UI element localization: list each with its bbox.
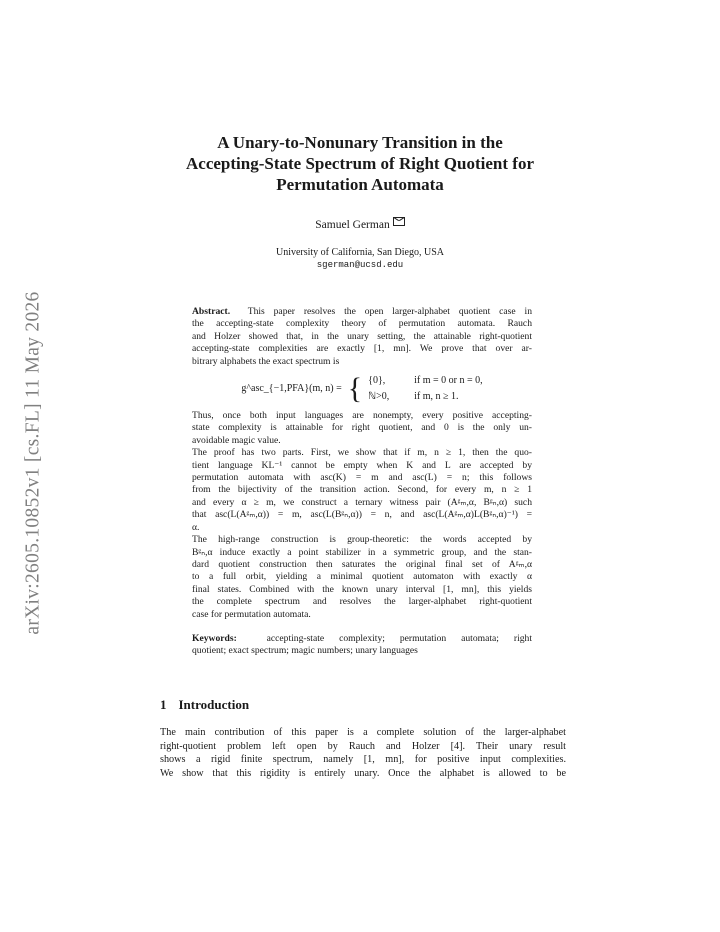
body-line: We show that this rigidity is entirely unary. Once the alphabet is allowed to be bbox=[160, 767, 566, 779]
title-line: Accepting-State Spectrum of Right Quotient for bbox=[186, 154, 534, 173]
spectrum-formula bbox=[192, 374, 532, 404]
keywords-label: Keywords: bbox=[192, 632, 237, 644]
case-condition: if m = 0 or n = 0, bbox=[414, 375, 483, 387]
keywords-line: quotient; exact spectrum; magic numbers; unary languages bbox=[192, 645, 418, 657]
email-link[interactable]: sgerman@ucsd.edu bbox=[316, 260, 404, 270]
formula-brace: { bbox=[347, 372, 363, 406]
abstract-line: permutation automata with asc(K) = m and asc(L) = n; this follows bbox=[192, 472, 532, 484]
arxiv-stamp bbox=[14, 258, 54, 668]
abstract-line: that asc(L(Aᵍₘ,α)) = m, asc(L(Bᵍₙ,α)) = n, and asc(L(Aᵍₘ,α)L(Bᵍₙ,α)⁻¹) = bbox=[192, 509, 532, 521]
abstract-line: to a full orbit, yielding a minimal quotient automaton with exactly α bbox=[192, 571, 532, 583]
title-line: A Unary-to-Nonunary Transition in the bbox=[217, 133, 503, 152]
formula-lhs: g^asc_{−1,PFA}(m, n) = bbox=[241, 382, 342, 394]
affiliation-block bbox=[0, 247, 720, 271]
abstract-line: the complete spectrum and resolves the larger-alphabet right-quotient bbox=[192, 596, 532, 608]
keywords-line: accepting-state complexity; permutation automata; right bbox=[266, 632, 532, 644]
abstract-line: dard quotient construction then saturates the original final set of Aᵍₘ,α bbox=[192, 558, 532, 570]
title-line: Permutation Automata bbox=[276, 175, 444, 194]
abstract-line: and Holzer showed that, in the unary setting, the attainable right-quotient bbox=[192, 330, 532, 342]
section-title: Introduction bbox=[178, 697, 250, 712]
section-body bbox=[160, 726, 566, 780]
case-value: {0}, bbox=[368, 375, 386, 387]
abstract-line: from the bijectivity of the transition action. Second, for every m, n ≥ 1 bbox=[192, 484, 532, 496]
abstract-line: tient language KL⁻¹ cannot be empty when K and L are accepted by bbox=[192, 459, 532, 471]
abstract-line: Bᵍₙ,α induce exactly a point stabilizer in a symmetric group, and the stan- bbox=[192, 546, 532, 558]
paper-title bbox=[140, 132, 580, 195]
abstract-line: final states. Combined with the known unary interval [1, mn], this yields bbox=[192, 583, 532, 595]
abstract-line: bitrary alphabets the exact spectrum is bbox=[192, 355, 340, 367]
body-line: shows a rigid finite spectrum, namely [1, mn], for positive input complexities. bbox=[160, 754, 566, 766]
arxiv-stamp-text: arXiv:2605.10852v1 [cs.FL] 11 May 2026 bbox=[23, 291, 45, 635]
case-condition: if m, n ≥ 1. bbox=[414, 390, 459, 402]
abstract-line: Thus, once both input languages are nonempty, every positive accepting- bbox=[192, 410, 532, 422]
abstract-label: Abstract. bbox=[192, 306, 231, 317]
abstract-line: accepting-state complexities are exactly [1, mn]. We prove that over ar- bbox=[192, 343, 532, 355]
abstract-line: α. bbox=[192, 521, 200, 533]
abstract-line: state complexity is attainable for right quotient, and 0 is the only un- bbox=[192, 422, 532, 434]
case-value: ℕ>0, bbox=[368, 390, 390, 402]
affiliation: University of California, San Diego, USA bbox=[275, 247, 445, 258]
abstract-line: avoidable magic value. bbox=[192, 434, 281, 446]
abstract-line: the accepting-state complexity theory of permutation automata. Rauch bbox=[192, 318, 532, 330]
author-name: Samuel German bbox=[315, 219, 390, 231]
envelope-icon bbox=[393, 217, 405, 226]
body-line: right-quotient problem left open by Rauch and Holzer [4]. Their unary result bbox=[160, 740, 566, 752]
abstract-line: The proof has two parts. First, we show that if m, n ≥ 1, then the quo- bbox=[192, 447, 532, 459]
abstract-line: This paper resolves the open larger-alphabet quotient case in bbox=[247, 306, 533, 317]
abstract-line: and every α ≥ m, we construct a ternary witness pair (Aᵍₘ,α, Bᵍₙ,α) such bbox=[192, 496, 532, 508]
body-line: The main contribution of this paper is a complete solution of the larger-alphabet bbox=[160, 727, 566, 738]
abstract-line: The high-range construction is group-theoretic: the words accepted by bbox=[192, 534, 532, 546]
section-number: 1 bbox=[160, 697, 167, 712]
author-block bbox=[0, 219, 720, 231]
abstract-line: case for permutation automata. bbox=[192, 608, 311, 620]
section-heading bbox=[160, 697, 249, 713]
abstract bbox=[192, 306, 532, 658]
